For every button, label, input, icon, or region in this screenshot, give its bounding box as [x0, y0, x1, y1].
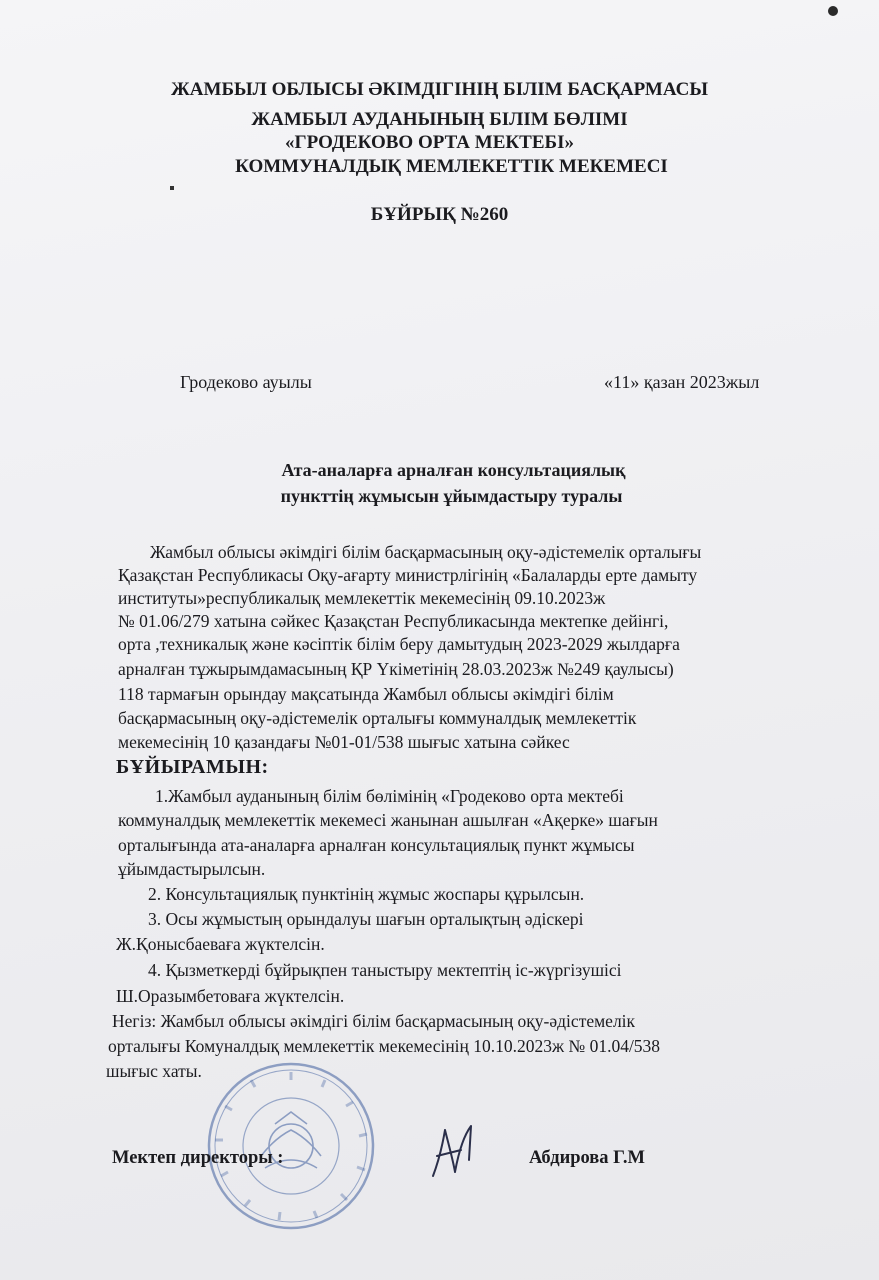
- preamble-line: институты»республикалық мемлекеттік мекемесінің 09.10.2023ж: [118, 588, 606, 608]
- basis-line: шығыс хаты.: [106, 1061, 202, 1081]
- place-name: Гродеково ауылы: [180, 372, 312, 392]
- preamble-line: Жамбыл облысы әкімдігі білім басқармасының оқу-әдістемелік орталығы: [150, 542, 702, 562]
- handwritten-signature: [425, 1120, 485, 1180]
- order-item-line: Ш.Оразымбетоваға жүктелсін.: [116, 986, 345, 1006]
- punch-mark: [828, 6, 838, 16]
- preamble-line: арналған тұжырымдамасының ҚР Үкіметінің 28.03.2023ж №249 қаулысы): [118, 659, 674, 679]
- command-heading: БҰЙЫРАМЫН:: [116, 756, 269, 778]
- preamble-line: № 01.06/279 хатына сәйкес Қазақстан Республикасында мектепке дейінгі,: [118, 611, 669, 631]
- order-item-line: 4. Қызметкерді бұйрықпен таныстыру мектептің іс-жүргізушісі: [148, 960, 622, 980]
- order-title-line-1: Ата-аналарға арналған консультациялық: [281, 460, 626, 480]
- basis-line: орталығы Комуналдық мемлекеттік мекемесінің 10.10.2023ж № 01.04/538: [108, 1036, 661, 1056]
- order-number: БҰЙРЫҚ №260: [370, 204, 509, 225]
- order-item-line: коммуналдық мемлекеттік мекемесі жанынан ашылған «Ақерке» шағын: [118, 810, 658, 830]
- order-item-line: 2. Консультациялық пунктінің жұмыс жоспары құрылсын.: [148, 884, 585, 904]
- order-item-line: Ж.Қонысбаеваға жүктелсін.: [116, 934, 325, 954]
- preamble-line: 118 тармағын орындау мақсатында Жамбыл облысы әкімдігі білім: [118, 684, 614, 704]
- header-line-1: ЖАМБЫЛ ОБЛЫСЫ ӘКІМДІГІНІҢ БІЛІМ БАСҚАРМАСЫ: [171, 79, 708, 100]
- preamble-line: мекемесінің 10 қазандағы №01-01/538 шығыс хатына сәйкес: [118, 732, 570, 752]
- official-stamp: [205, 1060, 377, 1232]
- header-line-2: ЖАМБЫЛ АУДАНЫНЫҢ БІЛІМ БӨЛІМІ: [251, 109, 628, 130]
- header-line-4: КОММУНАЛДЫҚ МЕМЛЕКЕТТІК МЕКЕМЕСІ: [235, 156, 668, 177]
- preamble-line: Қазақстан Республикасы Оқу-ағарту министрлігінің «Балаларды ерте дамыту: [118, 565, 698, 585]
- header-line-3: «ГРОДЕКОВО ОРТА МЕКТЕБІ»: [285, 132, 574, 153]
- order-title-line-2: пункттің жұмысын ұйымдастыру туралы: [280, 486, 623, 506]
- ink-speck: [170, 186, 174, 190]
- signature-label: Мектеп директоры :: [112, 1148, 284, 1168]
- basis-line: Негіз: Жамбыл облысы әкімдігі білім басқармасының оқу-әдістемелік: [112, 1011, 636, 1031]
- order-item-line: 3. Осы жұмыстың орындалуы шағын орталықтың әдіскері: [148, 909, 584, 929]
- order-date: «11» қазан 2023жыл: [604, 372, 760, 392]
- order-item-line: орталығында ата-аналарға арналған консультациялық пункт жұмысы: [118, 835, 635, 855]
- order-item-line: ұйымдастырылсын.: [118, 859, 266, 879]
- director-name: Абдирова Г.М: [529, 1148, 645, 1168]
- preamble-line: басқармасының оқу-әдістемелік орталығы коммуналдық мемлекеттік: [118, 708, 637, 728]
- preamble-line: орта ,техникалық және кәсіптік білім беру дамытудың 2023-2029 жылдарға: [118, 634, 680, 654]
- order-item-line: 1.Жамбыл ауданының білім бөлімінің «Гродеково орта мектебі: [155, 786, 624, 806]
